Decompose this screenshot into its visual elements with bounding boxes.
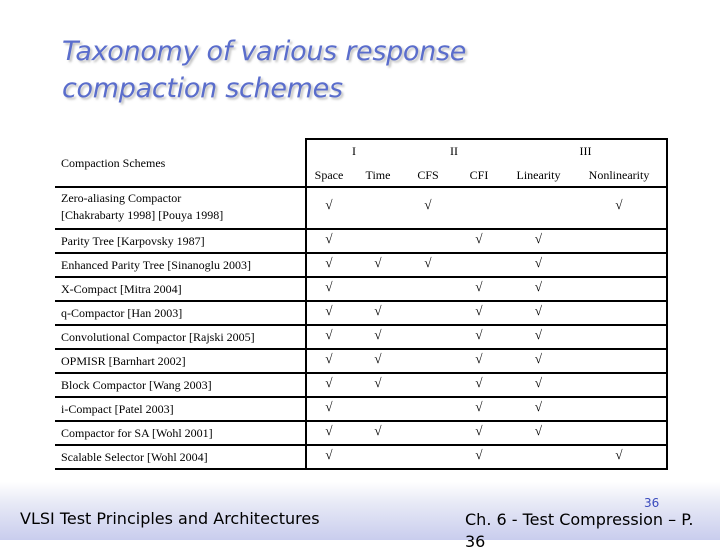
check-mark-icon: √ xyxy=(325,447,333,462)
header-top-rule xyxy=(305,138,668,140)
column-header-space: Space xyxy=(314,168,344,182)
row-rule xyxy=(55,324,668,326)
check-mark-icon: √ xyxy=(615,447,623,462)
check-mark-icon: √ xyxy=(534,231,543,246)
row-rule xyxy=(55,300,668,302)
check-mark-icon: √ xyxy=(475,399,483,414)
check-mark-icon: √ xyxy=(534,303,543,318)
page-number: 36 xyxy=(644,496,660,510)
scheme-name: Scalable Selector [Wohl 2004] xyxy=(61,450,208,464)
scheme-name: Zero-aliasing Compactor xyxy=(61,191,182,205)
check-mark-icon: √ xyxy=(534,375,543,390)
data-left-rule xyxy=(305,138,307,470)
check-mark-icon: √ xyxy=(534,279,543,294)
check-mark-icon: √ xyxy=(424,255,432,270)
check-mark-icon: √ xyxy=(374,255,382,270)
column-header-cfi: CFI xyxy=(469,168,489,182)
check-mark-icon: √ xyxy=(534,327,543,342)
group-header-2: II xyxy=(450,144,458,158)
check-mark-icon: √ xyxy=(374,303,382,318)
slide-title xyxy=(62,33,682,107)
slide-title-line1: Taxonomy of various response xyxy=(62,36,467,67)
row-rule xyxy=(55,276,668,278)
check-mark-icon: √ xyxy=(325,255,333,270)
scheme-name: OPMISR [Barnhart 2002] xyxy=(61,354,186,368)
row-rule xyxy=(55,252,668,254)
check-mark-icon: √ xyxy=(325,231,333,246)
check-mark-icon: √ xyxy=(325,279,333,294)
row-rule xyxy=(55,186,668,188)
check-mark-icon: √ xyxy=(615,197,623,212)
check-mark-icon: √ xyxy=(475,423,483,438)
corner-label: Compaction Schemes xyxy=(61,156,166,170)
column-header-linearity: Linearity xyxy=(516,168,561,182)
check-mark-icon: √ xyxy=(424,197,432,212)
row-rule xyxy=(55,396,668,398)
check-mark-icon: √ xyxy=(475,327,483,342)
scheme-name: q-Compactor [Han 2003] xyxy=(61,306,183,320)
row-rule xyxy=(55,468,668,470)
check-mark-icon: √ xyxy=(374,327,382,342)
check-mark-icon: √ xyxy=(374,423,382,438)
check-mark-icon: √ xyxy=(475,351,483,366)
row-rule xyxy=(55,372,668,374)
row-rule xyxy=(55,420,668,422)
check-mark-icon: √ xyxy=(325,197,333,212)
check-mark-icon: √ xyxy=(325,399,333,414)
check-mark-icon: √ xyxy=(325,327,333,342)
column-header-nonlinearity: Nonlinearity xyxy=(588,168,650,182)
slide-title-line2: compaction schemes xyxy=(62,73,343,104)
check-mark-icon: √ xyxy=(374,351,382,366)
check-mark-icon: √ xyxy=(475,303,483,318)
check-mark-icon: √ xyxy=(325,303,333,318)
check-mark-icon: √ xyxy=(534,351,543,366)
check-mark-icon: √ xyxy=(325,375,333,390)
data-right-rule xyxy=(666,138,668,470)
footer-course-title: VLSI Test Principles and Architectures xyxy=(20,509,320,528)
column-header-cfs: CFS xyxy=(417,168,439,182)
check-mark-icon: √ xyxy=(534,399,543,414)
check-mark-icon: √ xyxy=(374,375,382,390)
footer-chapter-label: Ch. 6 - Test Compression – P. 36 xyxy=(465,510,694,551)
scheme-name: i-Compact [Patel 2003] xyxy=(61,402,174,416)
check-mark-icon: √ xyxy=(475,375,483,390)
check-mark-icon: √ xyxy=(534,423,543,438)
check-mark-icon: √ xyxy=(475,447,483,462)
row-rule xyxy=(55,444,668,446)
column-header-time: Time xyxy=(365,168,391,182)
row-rule xyxy=(55,348,668,350)
check-mark-icon: √ xyxy=(475,231,483,246)
group-header-1: I xyxy=(352,144,356,158)
scheme-citation: [Chakrabarty 1998] [Pouya 1998] xyxy=(61,208,224,222)
row-rule xyxy=(55,228,668,230)
scheme-name: Convolutional Compactor [Rajski 2005] xyxy=(61,330,255,344)
check-mark-icon: √ xyxy=(325,423,333,438)
check-mark-icon: √ xyxy=(325,351,333,366)
scheme-name: X-Compact [Mitra 2004] xyxy=(61,282,182,296)
scheme-name: Compactor for SA [Wohl 2001] xyxy=(61,426,213,440)
scheme-name: Parity Tree [Karpovsky 1987] xyxy=(61,234,205,248)
scheme-name: Block Compactor [Wang 2003] xyxy=(61,378,212,392)
scheme-name: Enhanced Parity Tree [Sinanoglu 2003] xyxy=(61,258,251,272)
check-mark-icon: √ xyxy=(475,279,483,294)
check-mark-icon: √ xyxy=(534,255,543,270)
group-header-3: III xyxy=(579,144,592,158)
